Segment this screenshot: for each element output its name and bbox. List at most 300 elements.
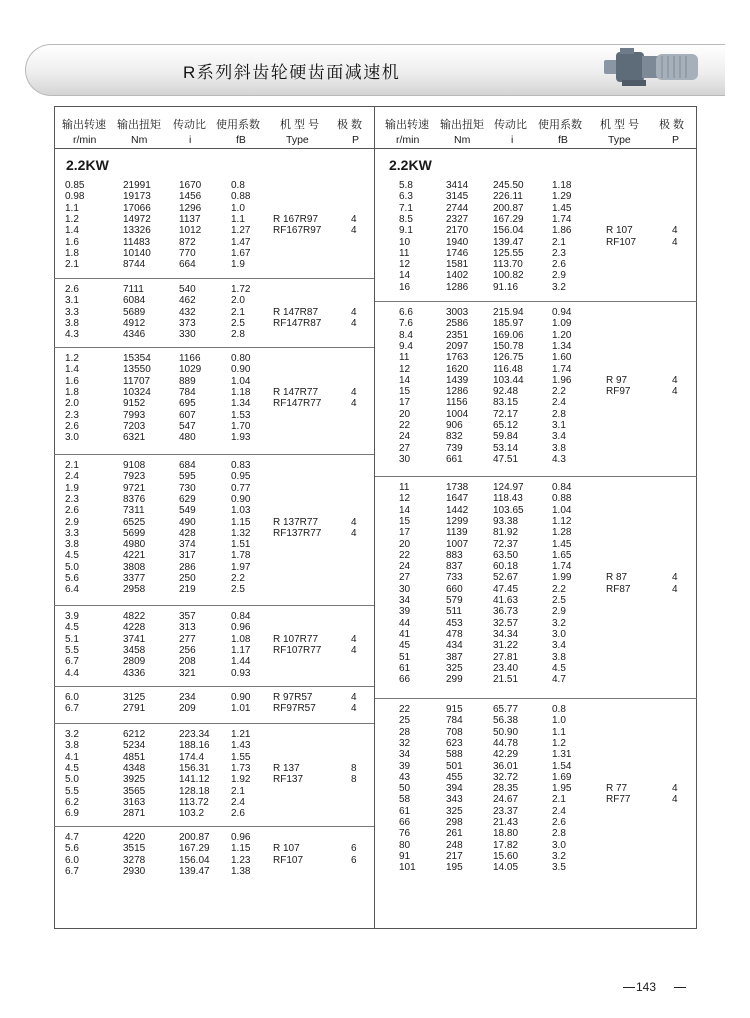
left-model-cell: R 167R97 — [273, 213, 319, 225]
right-torque-cell: 3414 — [446, 180, 469, 191]
left-ratio-cell: 174.4 — [179, 751, 205, 763]
right-sf-cell: 2.6 — [552, 259, 566, 271]
right-sf-cell: 1.74 — [552, 363, 572, 375]
left-speed-cell: 3.3 — [65, 306, 79, 318]
right-sf-cell: 2.8 — [552, 828, 566, 840]
right-torque-cell: 2170 — [446, 225, 469, 237]
right-ratio-cell: 53.14 — [493, 442, 519, 454]
right-sf-cell: 1.65 — [552, 549, 572, 561]
left-stages-cell: 8 — [351, 774, 357, 786]
left-sf-cell: 1.72 — [231, 284, 251, 295]
hdr-ratio-unit-right: i — [511, 134, 514, 146]
right-torque-cell: 455 — [446, 771, 463, 783]
left-torque-cell: 19173 — [123, 191, 151, 203]
left-torque-cell: 3377 — [123, 573, 146, 584]
right-sf-cell: 1.1 — [552, 726, 566, 738]
right-group-separator — [375, 698, 697, 699]
left-ratio-cell: 223.34 — [179, 729, 210, 740]
right-speed-cell: 11 — [399, 482, 410, 493]
right-model-cell: R 77 — [606, 783, 628, 795]
left-ratio-cell: 770 — [179, 247, 196, 259]
right-ratio-cell: 23.37 — [493, 805, 519, 817]
right-speed-cell: 34 — [399, 595, 411, 606]
left-sf-cell: 1.92 — [231, 774, 251, 786]
right-sf-cell: 3.4 — [552, 431, 566, 443]
right-speed-cell: 9.4 — [399, 340, 413, 352]
right-torque-cell: 883 — [446, 549, 463, 561]
right-ratio-cell: 44.78 — [493, 737, 519, 749]
right-torque-cell: 1746 — [446, 247, 469, 259]
hdr-sf-unit: fB — [236, 134, 246, 146]
left-speed-cell: 2.6 — [65, 420, 79, 432]
left-torque-cell: 4912 — [123, 317, 146, 329]
left-model-cell: RF147R77 — [273, 398, 322, 410]
left-speed-cell: 4.5 — [65, 550, 79, 562]
left-torque-cell: 4220 — [123, 832, 146, 843]
right-ratio-cell: 34.34 — [493, 628, 519, 640]
left-torque-cell: 3741 — [123, 633, 146, 645]
right-sf-cell: 2.1 — [552, 236, 566, 248]
left-ratio-cell: 1670 — [179, 180, 202, 191]
left-model-cell: RF107 — [273, 854, 304, 866]
right-sf-cell: 0.8 — [552, 704, 566, 715]
right-torque-cell: 195 — [446, 862, 463, 874]
left-torque-cell: 7923 — [123, 471, 146, 483]
left-speed-cell: 6.7 — [65, 865, 79, 877]
left-sf-cell: 0.77 — [231, 482, 251, 494]
right-torque-cell: 478 — [446, 628, 463, 640]
right-ratio-cell: 23.40 — [493, 662, 519, 674]
left-torque-cell: 8744 — [123, 259, 146, 271]
left-sf-cell: 0.96 — [231, 622, 251, 634]
left-sf-cell: 2.5 — [231, 317, 245, 329]
right-ratio-cell: 65.77 — [493, 704, 519, 715]
right-torque-cell: 217 — [446, 850, 463, 862]
right-ratio-cell: 17.82 — [493, 839, 519, 851]
left-speed-cell: 6.7 — [65, 703, 79, 715]
right-speed-cell: 8.4 — [399, 329, 413, 341]
left-sf-cell: 1.9 — [231, 259, 245, 271]
left-model-cell: RF137R77 — [273, 527, 322, 539]
right-torque-cell: 1286 — [446, 281, 469, 293]
left-ratio-cell: 167.29 — [179, 843, 210, 855]
right-speed-cell: 39 — [399, 606, 411, 618]
right-speed-cell: 22 — [399, 704, 411, 715]
right-speed-cell: 6.3 — [399, 191, 413, 203]
right-torque-cell: 2097 — [446, 340, 469, 352]
right-speed-cell: 27 — [399, 442, 411, 454]
left-ratio-cell: 250 — [179, 573, 196, 584]
right-torque-cell: 1647 — [446, 493, 469, 505]
right-ratio-cell: 103.44 — [493, 374, 524, 386]
right-model-cell: R 87 — [606, 572, 628, 584]
right-ratio-cell: 18.80 — [493, 828, 519, 840]
right-model-cell: RF107 — [606, 236, 637, 248]
left-torque-cell: 3808 — [123, 561, 146, 573]
left-ratio-cell: 1456 — [179, 191, 202, 203]
right-sf-cell: 0.84 — [552, 482, 572, 493]
left-speed-cell: 3.9 — [65, 611, 79, 622]
right-ratio-cell: 59.84 — [493, 431, 519, 443]
left-torque-cell: 2930 — [123, 865, 146, 877]
right-ratio-cell: 27.81 — [493, 651, 519, 663]
right-stages-cell: 4 — [672, 794, 678, 806]
left-sf-cell: 1.23 — [231, 854, 251, 866]
right-speed-cell: 6.6 — [399, 307, 413, 318]
page-number-rule-left — [623, 987, 635, 988]
hdr-stages-unit-right: P — [672, 134, 680, 146]
left-sf-cell: 0.93 — [231, 667, 251, 679]
right-ratio-cell: 103.65 — [493, 504, 524, 516]
left-speed-cell: 5.0 — [65, 561, 79, 573]
right-stages-cell: 4 — [672, 236, 678, 248]
right-torque-cell: 623 — [446, 737, 463, 749]
left-speed-cell: 1.4 — [65, 364, 79, 376]
left-speed-cell: 3.2 — [65, 729, 79, 740]
right-ratio-cell: 32.72 — [493, 771, 519, 783]
left-sf-cell: 0.80 — [231, 353, 251, 364]
left-torque-cell: 21991 — [123, 180, 151, 191]
left-ratio-cell: 219 — [179, 584, 196, 596]
left-ratio-cell: 607 — [179, 409, 196, 421]
right-torque-cell: 434 — [446, 640, 463, 652]
left-torque-cell: 2791 — [123, 703, 146, 715]
left-speed-cell: 2.6 — [65, 284, 79, 295]
right-ratio-cell: 92.48 — [493, 386, 519, 398]
left-sf-cell: 1.04 — [231, 375, 251, 387]
left-speed-cell: 2.6 — [65, 505, 79, 517]
left-ratio-cell: 234 — [179, 692, 196, 703]
left-sf-cell: 2.6 — [231, 808, 245, 820]
right-sf-cell: 3.8 — [552, 442, 566, 454]
left-sf-cell: 0.8 — [231, 180, 245, 191]
left-torque-cell: 3515 — [123, 843, 146, 855]
right-sf-cell: 1.31 — [552, 749, 572, 761]
hdr-ratio-unit: i — [189, 134, 192, 146]
left-stages-cell: 8 — [351, 762, 357, 774]
left-torque-cell: 5234 — [123, 740, 146, 752]
left-stages-cell: 4 — [351, 213, 357, 225]
left-sf-cell: 1.47 — [231, 236, 251, 248]
left-speed-cell: 6.0 — [65, 692, 79, 703]
left-torque-cell: 3565 — [123, 785, 146, 797]
hdr-model-unit: Type — [286, 134, 309, 146]
left-ratio-cell: 141.12 — [179, 774, 210, 786]
right-sf-cell: 4.3 — [552, 453, 566, 465]
left-ratio-cell: 428 — [179, 527, 196, 539]
left-speed-cell: 1.2 — [65, 353, 79, 364]
right-ratio-cell: 14.05 — [493, 862, 519, 874]
power-rating-left: 2.2KW — [66, 157, 109, 173]
right-ratio-cell: 52.67 — [493, 572, 519, 584]
right-speed-cell: 8.5 — [399, 213, 413, 225]
left-speed-cell: 3.8 — [65, 740, 79, 752]
right-ratio-cell: 28.35 — [493, 783, 519, 795]
left-speed-cell: 3.8 — [65, 539, 79, 551]
right-speed-cell: 80 — [399, 839, 411, 851]
left-sf-cell: 2.5 — [231, 584, 245, 596]
left-torque-cell: 3163 — [123, 796, 146, 808]
right-ratio-cell: 72.37 — [493, 538, 519, 550]
right-sf-cell: 3.1 — [552, 420, 566, 431]
right-ratio-cell: 118.43 — [493, 493, 523, 505]
hdr-output-speed-right: 输出转速 — [385, 119, 429, 131]
left-ratio-cell: 208 — [179, 656, 196, 668]
right-speed-cell: 39 — [399, 760, 411, 772]
left-torque-cell: 15354 — [123, 353, 151, 364]
left-speed-cell: 2.3 — [65, 493, 79, 505]
left-torque-cell: 4980 — [123, 539, 146, 551]
right-sf-cell: 3.0 — [552, 839, 566, 851]
right-torque-cell: 1286 — [446, 386, 469, 398]
left-speed-cell: 5.1 — [65, 633, 79, 645]
left-ratio-cell: 1296 — [179, 202, 202, 214]
left-speed-cell: 3.3 — [65, 527, 79, 539]
right-sf-cell: 3.2 — [552, 281, 566, 293]
right-sf-cell: 3.0 — [552, 628, 566, 640]
right-ratio-cell: 124.97 — [493, 482, 524, 493]
right-ratio-cell: 72.17 — [493, 408, 519, 420]
left-ratio-cell: 188.16 — [179, 740, 210, 752]
left-sf-cell: 2.8 — [231, 329, 245, 341]
left-sf-cell: 1.78 — [231, 550, 251, 562]
right-ratio-cell: 81.92 — [493, 527, 519, 539]
left-speed-cell: 0.85 — [65, 180, 85, 191]
right-torque-cell: 739 — [446, 442, 463, 454]
right-model-cell: R 107 — [606, 225, 633, 237]
right-torque-cell: 1581 — [446, 259, 469, 271]
right-torque-cell: 261 — [446, 828, 463, 840]
right-speed-cell: 15 — [399, 515, 411, 527]
left-sf-cell: 1.01 — [231, 703, 251, 715]
left-torque-cell: 13550 — [123, 364, 151, 376]
left-sf-cell: 2.1 — [231, 306, 245, 318]
left-ratio-cell: 1137 — [179, 213, 201, 225]
left-torque-cell: 2809 — [123, 656, 146, 668]
hdr-model: 机 型 号 — [280, 119, 320, 131]
hdr-output-speed: 输出转速 — [62, 119, 106, 131]
page-number-rule-right — [674, 987, 686, 988]
left-ratio-cell: 373 — [179, 317, 196, 329]
left-ratio-cell: 103.2 — [179, 808, 205, 820]
right-sf-cell: 4.7 — [552, 674, 566, 686]
right-ratio-cell: 126.75 — [493, 352, 524, 364]
left-model-cell: R 107 — [273, 843, 300, 855]
right-sf-cell: 2.9 — [552, 270, 566, 282]
right-torque-cell: 2351 — [446, 329, 469, 341]
left-speed-cell: 5.5 — [65, 644, 79, 656]
left-model-cell: R 147R77 — [273, 386, 319, 398]
left-torque-cell: 4336 — [123, 667, 146, 679]
left-torque-cell: 11707 — [123, 375, 151, 387]
left-model-cell: RF97R57 — [273, 703, 316, 715]
right-ratio-cell: 41.63 — [493, 595, 519, 606]
right-speed-cell: 61 — [399, 805, 411, 817]
left-speed-cell: 3.8 — [65, 317, 79, 329]
right-speed-cell: 14 — [399, 504, 411, 516]
left-sf-cell: 1.55 — [231, 751, 251, 763]
left-sf-cell: 0.90 — [231, 692, 251, 703]
right-ratio-cell: 116.48 — [493, 363, 523, 375]
left-ratio-cell: 286 — [179, 561, 196, 573]
right-torque-cell: 248 — [446, 839, 463, 851]
left-sf-cell: 1.73 — [231, 762, 251, 774]
right-speed-cell: 66 — [399, 674, 411, 686]
left-sf-cell: 1.21 — [231, 729, 251, 740]
right-speed-cell: 61 — [399, 662, 411, 674]
right-ratio-cell: 56.38 — [493, 715, 519, 727]
right-speed-cell: 41 — [399, 628, 411, 640]
right-sf-cell: 2.4 — [552, 805, 566, 817]
right-torque-cell: 588 — [446, 749, 463, 761]
right-ratio-cell: 36.01 — [493, 760, 519, 772]
right-speed-cell: 32 — [399, 737, 411, 749]
right-ratio-cell: 150.78 — [493, 340, 524, 352]
right-speed-cell: 7.6 — [399, 318, 413, 330]
right-stages-cell: 4 — [672, 583, 678, 595]
right-torque-cell: 1299 — [446, 515, 469, 527]
hdr-torque-unit: Nm — [131, 134, 148, 146]
left-speed-cell: 1.9 — [65, 482, 79, 494]
left-stages-cell: 4 — [351, 317, 357, 329]
right-sf-cell: 1.20 — [552, 329, 572, 341]
right-torque-cell: 501 — [446, 760, 463, 772]
left-stages-cell: 4 — [351, 386, 357, 398]
left-sf-cell: 2.4 — [231, 796, 245, 808]
right-speed-cell: 9.1 — [399, 225, 413, 237]
left-speed-cell: 2.1 — [65, 460, 79, 471]
left-torque-cell: 9152 — [123, 398, 146, 410]
right-torque-cell: 837 — [446, 561, 463, 573]
left-group-separator — [54, 454, 374, 455]
left-speed-cell: 4.7 — [65, 832, 79, 843]
column-divider — [374, 106, 375, 929]
left-group-separator — [54, 686, 374, 687]
right-group-separator — [375, 301, 697, 302]
left-torque-cell: 11483 — [123, 236, 151, 248]
right-sf-cell: 1.2 — [552, 737, 566, 749]
right-sf-cell: 0.88 — [552, 493, 572, 505]
right-ratio-cell: 139.47 — [493, 236, 524, 248]
left-sf-cell: 0.90 — [231, 364, 251, 376]
right-ratio-cell: 113.70 — [493, 259, 523, 271]
right-ratio-cell: 226.11 — [493, 191, 523, 203]
left-speed-cell: 2.4 — [65, 471, 79, 483]
left-sf-cell: 1.08 — [231, 633, 251, 645]
left-sf-cell: 0.84 — [231, 611, 251, 622]
left-torque-cell: 4348 — [123, 762, 146, 774]
right-stages-cell: 4 — [672, 225, 678, 237]
right-ratio-cell: 91.16 — [493, 281, 519, 293]
left-stages-cell: 4 — [351, 516, 357, 528]
left-ratio-cell: 330 — [179, 329, 196, 341]
left-speed-cell: 4.4 — [65, 667, 79, 679]
left-sf-cell: 1.43 — [231, 740, 251, 752]
left-speed-cell: 3.0 — [65, 432, 79, 444]
left-torque-cell: 2958 — [123, 584, 146, 596]
right-sf-cell: 2.5 — [552, 595, 566, 606]
right-sf-cell: 2.4 — [552, 397, 566, 409]
left-ratio-cell: 684 — [179, 460, 196, 471]
left-speed-cell: 2.9 — [65, 516, 79, 528]
left-sf-cell: 1.93 — [231, 432, 251, 444]
left-torque-cell: 7203 — [123, 420, 146, 432]
left-ratio-cell: 664 — [179, 259, 196, 271]
right-speed-cell: 14 — [399, 270, 411, 282]
left-sf-cell: 2.1 — [231, 785, 245, 797]
right-sf-cell: 1.45 — [552, 538, 572, 550]
left-model-cell: RF137 — [273, 774, 304, 786]
right-torque-cell: 906 — [446, 420, 463, 431]
right-sf-cell: 2.2 — [552, 583, 566, 595]
left-speed-cell: 1.8 — [65, 386, 79, 398]
left-torque-cell: 5689 — [123, 306, 146, 318]
right-torque-cell: 1620 — [446, 363, 469, 375]
right-sf-cell: 1.09 — [552, 318, 572, 330]
right-speed-cell: 30 — [399, 453, 411, 465]
right-speed-cell: 43 — [399, 771, 411, 783]
hdr-ratio: 传动比 — [173, 119, 206, 131]
right-sf-cell: 4.5 — [552, 662, 566, 674]
right-sf-cell: 1.96 — [552, 374, 572, 386]
hdr-output-torque-right: 输出扭矩 — [440, 119, 484, 131]
left-sf-cell: 0.83 — [231, 460, 251, 471]
right-speed-cell: 17 — [399, 397, 411, 409]
right-torque-cell: 325 — [446, 662, 463, 674]
right-ratio-cell: 125.55 — [493, 247, 524, 259]
left-speed-cell: 1.4 — [65, 225, 79, 237]
left-torque-cell: 4228 — [123, 622, 146, 634]
left-ratio-cell: 128.18 — [179, 785, 210, 797]
right-ratio-cell: 93.38 — [493, 515, 519, 527]
right-speed-cell: 14 — [399, 374, 411, 386]
left-torque-cell: 3125 — [123, 692, 146, 703]
left-speed-cell: 5.5 — [65, 785, 79, 797]
right-sf-cell: 2.1 — [552, 794, 566, 806]
right-torque-cell: 299 — [446, 674, 463, 686]
left-speed-cell: 3.1 — [65, 295, 79, 307]
left-ratio-cell: 156.04 — [179, 854, 210, 866]
left-model-cell: RF167R97 — [273, 225, 322, 237]
right-speed-cell: 12 — [399, 493, 411, 505]
right-sf-cell: 2.2 — [552, 386, 566, 398]
right-sf-cell: 1.28 — [552, 527, 572, 539]
right-torque-cell: 3003 — [446, 307, 469, 318]
left-stages-cell: 4 — [351, 225, 357, 237]
left-ratio-cell: 595 — [179, 471, 196, 483]
right-speed-cell: 12 — [399, 259, 411, 271]
hdr-stages: 极 数 — [337, 119, 363, 131]
right-torque-cell: 1442 — [446, 504, 469, 516]
right-ratio-cell: 156.04 — [493, 225, 524, 237]
right-torque-cell: 343 — [446, 794, 463, 806]
left-torque-cell: 4851 — [123, 751, 146, 763]
right-ratio-cell: 21.43 — [493, 817, 519, 828]
right-ratio-cell: 24.67 — [493, 794, 519, 806]
left-ratio-cell: 480 — [179, 432, 196, 444]
right-speed-cell: 101 — [399, 862, 416, 874]
right-torque-cell: 2586 — [446, 318, 469, 330]
left-ratio-cell: 695 — [179, 398, 196, 410]
left-speed-cell: 4.3 — [65, 329, 79, 341]
right-torque-cell: 660 — [446, 583, 463, 595]
right-speed-cell: 24 — [399, 561, 411, 573]
left-torque-cell: 7993 — [123, 409, 146, 421]
right-speed-cell: 45 — [399, 640, 411, 652]
right-torque-cell: 1439 — [446, 374, 469, 386]
right-speed-cell: 44 — [399, 617, 411, 629]
right-ratio-cell: 42.29 — [493, 749, 519, 761]
